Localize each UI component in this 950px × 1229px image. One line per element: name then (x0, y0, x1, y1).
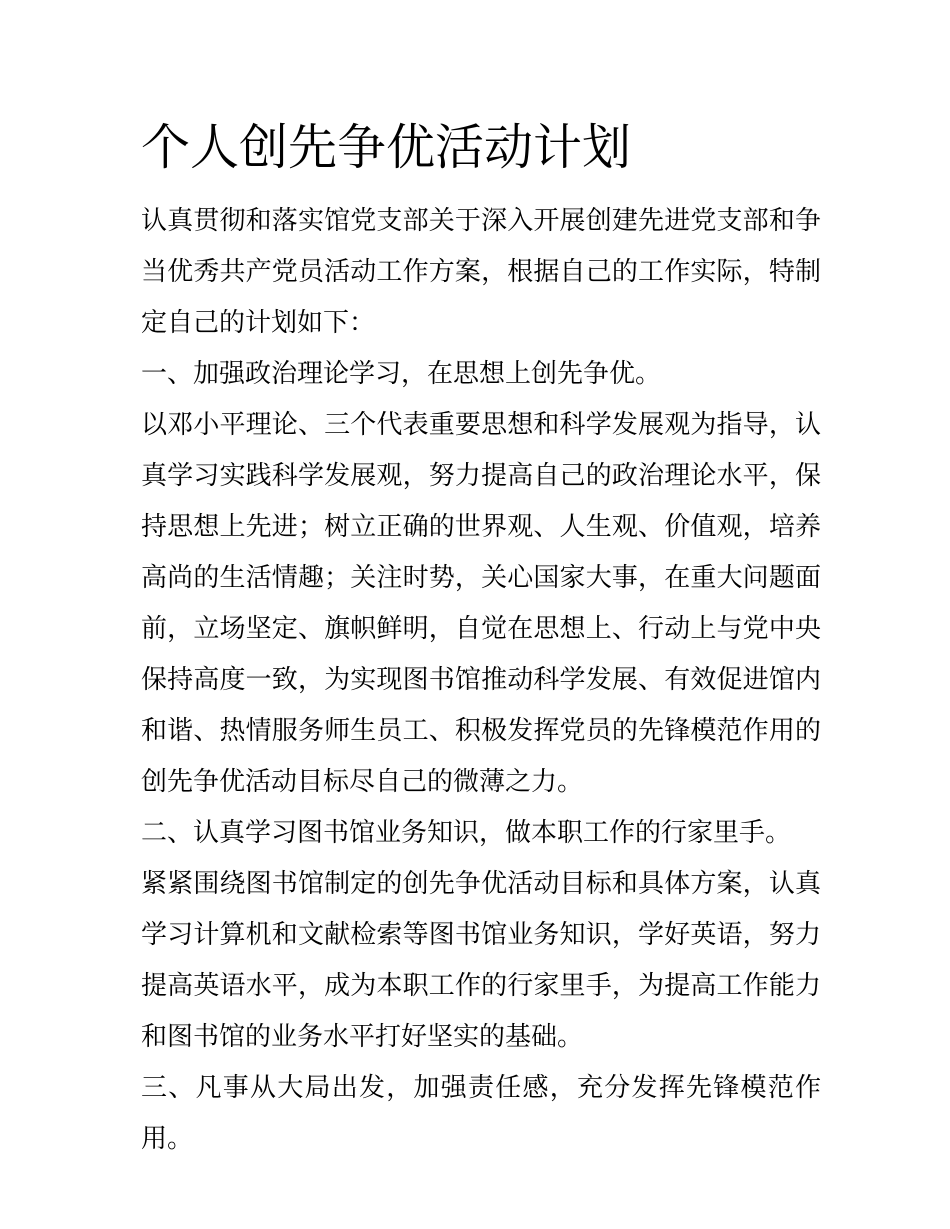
paragraph-section-1: 以邓小平理论、三个代表重要思想和科学发展观为指导，认真学习实践科学发展观，努力提高自己的政治理论水平，保持思想上先进；树立正确的世界观、人生观、价值观，培养高尚的生活情趣；关注时势，关心国家大事，在重大问题面前，立场坚定、旗帜鲜明，自觉在思想上、行动上与党中央保持高度一致，为实现图书馆推动科学发展、有效促进馆内和谐、热情服务师生员工、积极发挥党员的先锋模范作用的创先争优活动目标尽自己的微薄之力。 (141, 410, 821, 797)
paragraph-intro: 认真贯彻和落实馆党支部关于深入开展创建先进党支部和争当优秀共产党员活动工作方案，根据自己的工作实际，特制定自己的计划如下： (141, 206, 821, 338)
section-heading-1: 一、加强政治理论学习，在思想上创先争优。 (141, 359, 662, 389)
section-heading-2: 二、认真学习图书馆业务知识，做本职工作的行家里手。 (141, 818, 792, 848)
section-heading-3: 三、凡事从大局出发，加强责任感，充分发挥先锋模范作用。 (141, 1073, 821, 1154)
document-title: 个人创先争优活动计划 (141, 119, 632, 176)
document-body (141, 118, 821, 1165)
paragraph-section-2: 紧紧围绕图书馆制定的创先争优活动目标和具体方案，认真学习计算机和文献检索等图书馆业务知识，学好英语，努力提高英语水平，成为本职工作的行家里手，为提高工作能力和图书馆的业务水平打好坚实的基础。 (141, 869, 821, 1052)
